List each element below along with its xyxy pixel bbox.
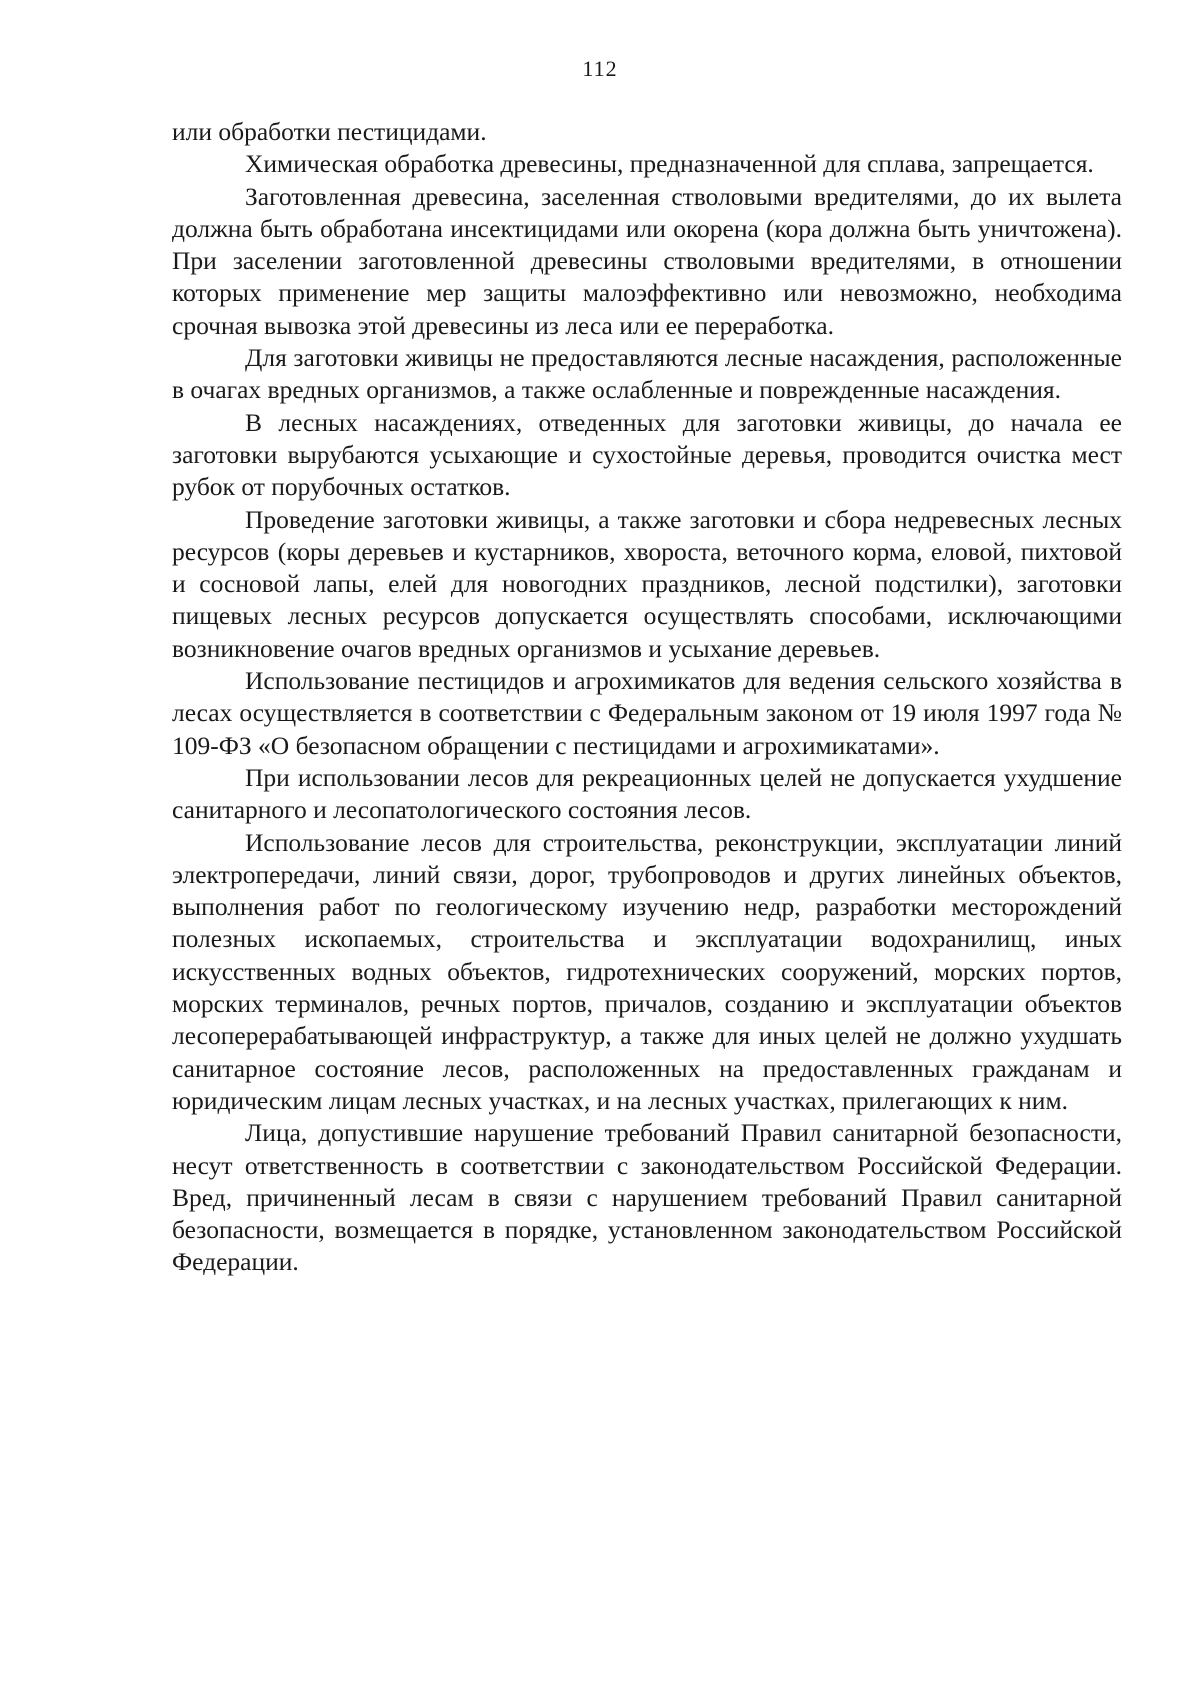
paragraph-chemical-treatment: Химическая обработка древесины, предназначенной для сплава, запрещается. bbox=[245, 149, 1094, 179]
paragraph-non-timber-resources: Проведение заготовки живицы, а также заготовки и сбора недревесных лесных ресурсов (коры деревьев и кустарников, хвороста, веточного корма, еловой, пихтовой и сосновой лапы, елей для новогодних праздников, лесной подстилки), заготовки пищевых лесных ресурсов допускается осуществлять способами, исключающими возникновение очагов вредных организмов и усыхание деревьев. bbox=[172, 504, 1122, 663]
paragraph-recreation: При использовании лесов для рекреационных целей не допускается ухудшение санитарного и лесопатологического состояния лесов. bbox=[172, 762, 1122, 825]
page-number: 112 bbox=[582, 56, 618, 81]
paragraph-construction: Использование лесов для строительства, реконструкции, эксплуатации линий электропередачи, линий связи, дорог, трубопроводов и других линейных объектов, выполнения работ по геологическому изучению недр, разработки месторождений полезных ископаемых, строительства и эксплуатации водохранилищ, иных искусственных водных объектов, гидротехнических сооружений, морских портов, морских терминалов, речных портов, причалов, созданию и эксплуатации объектов лесоперерабатывающей инфраструктур, а также для иных целей не должно ухудшать санитарное состояние лесов, расположенных на предоставленных гражданам и юридическим лицам лесных участках, и на лесных участках, прилегающих к ним. bbox=[172, 827, 1122, 1115]
document-body bbox=[172, 116, 1122, 1279]
paragraph-resin-cleanup: В лесных насаждениях, отведенных для заготовки живицы, до начала ее заготовки вырубаются усыхающие и сухостойные деревья, проводится очистка мест рубок от порубочных остатков. bbox=[172, 407, 1122, 502]
paragraph-resin-stands: Для заготовки живицы не предоставляются лесные насаждения, расположенные в очагах вредных организмов, а также ослабленные и поврежденные насаждения. bbox=[172, 343, 1122, 405]
paragraph-liability: Лица, допустившие нарушение требований Правил санитарной безопасности, несут ответственность в соответствии с законодательством Российской Федерации. Вред, причиненный лесам в связи с нарушением требований Правил санитарной безопасности, возмещается в порядке, установленном законодательством Российской Федерации. bbox=[172, 1118, 1122, 1277]
paragraph-pesticides-law: Использование пестицидов и агрохимикатов для ведения сельского хозяйства в лесах осуществляется в соответствии с Федеральным законом от 19 июля 1997 года № 109-ФЗ «О безопасном обращении с пестицидами и агрохимикатами». bbox=[172, 666, 1122, 760]
paragraph-continuation: или обработки пестицидами. bbox=[172, 117, 487, 146]
paragraph-harvested-wood: Заготовленная древесина, заселенная стволовыми вредителями, до их вылета должна быть обработана инсектицидами или окорена (кора должна быть уничтожена). При заселении заготовленной древесины стволовыми вредителями, в отношении которых применение мер защиты малоэффективно или невозможно, необходима срочная вывозка этой древесины из леса или ее переработка. bbox=[172, 181, 1122, 340]
